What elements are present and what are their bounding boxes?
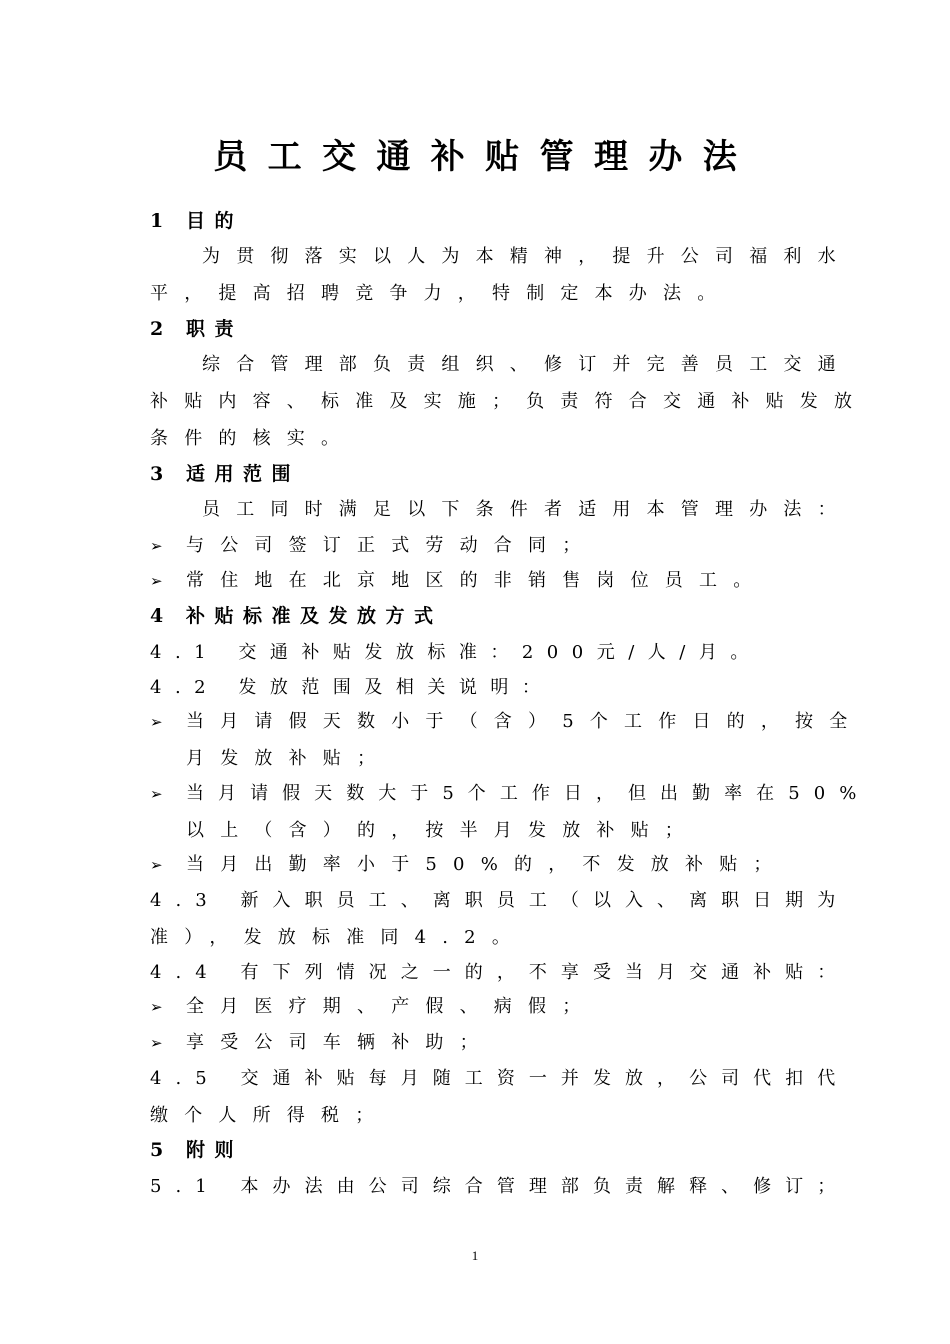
paragraph-line: 补贴内容、标准及实施；负责符合交通补贴发放 [150, 391, 869, 412]
document-title: 员工交通补贴管理办法 [213, 137, 758, 177]
section-title: 职责 [186, 318, 244, 340]
section-5-heading [150, 1139, 830, 1161]
bullet-arrow-icon: ➢ [150, 572, 163, 590]
bullet-arrow-icon: ➢ [150, 713, 163, 731]
page-number: 1 [471, 1248, 479, 1263]
section-title: 目的 [186, 210, 244, 232]
list-item: ➢ 常住地在北京地区的非销售岗位员工。 [150, 570, 768, 591]
section-3-heading [150, 463, 830, 485]
clause-4-2: 4.2 发放范围及相关说明： [150, 677, 554, 698]
paragraph-line: 准），发放标准同4.2。 [150, 927, 527, 948]
section-title: 适用范围 [186, 463, 301, 485]
clause-4-4: 4.4 有下列情况之一的，不享受当月交通补贴： [150, 962, 850, 983]
list-item-continuation: 月发放补贴； [186, 748, 392, 769]
list-item-continuation: 以上（含）的，按半月发放补贴； [186, 820, 699, 841]
paragraph-line: 平，提高招聘竞争力，特制定本办法。 [150, 283, 732, 304]
bullet-arrow-icon: ➢ [150, 537, 163, 555]
section-2-heading [150, 318, 830, 340]
bullet-arrow-icon: ➢ [150, 1034, 163, 1052]
bullet-arrow-icon: ➢ [150, 856, 163, 874]
paragraph-line: 综合管理部负责组织、修订并完善员工交通 [202, 354, 852, 375]
bullet-arrow-icon: ➢ [150, 998, 163, 1016]
section-1-heading [150, 210, 830, 232]
paragraph-line: 员工同时满足以下条件者适用本管理办法： [202, 499, 852, 520]
section-title: 附则 [186, 1139, 244, 1161]
section-number: 3 [150, 463, 164, 485]
section-number: 4 [150, 605, 164, 627]
list-item: ➢ 享受公司车辆补助； [150, 1032, 494, 1053]
paragraph-line: 条件的核实。 [150, 428, 356, 449]
list-item: ➢ 与公司签订正式劳动合同； [150, 535, 597, 556]
clause-5-1: 5.1 本办法由公司综合管理部负责解释、修订； [150, 1176, 850, 1197]
paragraph-line: 为贯彻落实以人为本精神，提升公司福利水 [202, 246, 852, 267]
clause-4-1: 4.1 交通补贴发放标准：200元/人/月。 [150, 642, 762, 663]
section-4-heading [150, 605, 830, 627]
list-item: ➢ 当月请假天数大于5个工作日，但出勤率在50% [150, 783, 871, 804]
section-number: 5 [150, 1139, 164, 1161]
list-item: ➢ 全月医疗期、产假、病假； [150, 996, 597, 1017]
list-item: ➢ 当月请假天数小于（含）5个工作日的，按全 [150, 711, 864, 732]
list-item: ➢ 当月出勤率小于50%的，不发放补贴； [150, 854, 788, 875]
clause-4-5: 4.5 交通补贴每月随工资一并发放，公司代扣代 [150, 1068, 850, 1089]
section-title: 补贴标准及发放方式 [186, 605, 443, 627]
paragraph-line: 缴个人所得税； [150, 1105, 390, 1126]
bullet-arrow-icon: ➢ [150, 785, 163, 803]
section-number: 1 [150, 210, 164, 232]
clause-4-3: 4.3 新入职员工、离职员工（以入、离职日期为 [150, 890, 850, 911]
section-number: 2 [150, 318, 164, 340]
